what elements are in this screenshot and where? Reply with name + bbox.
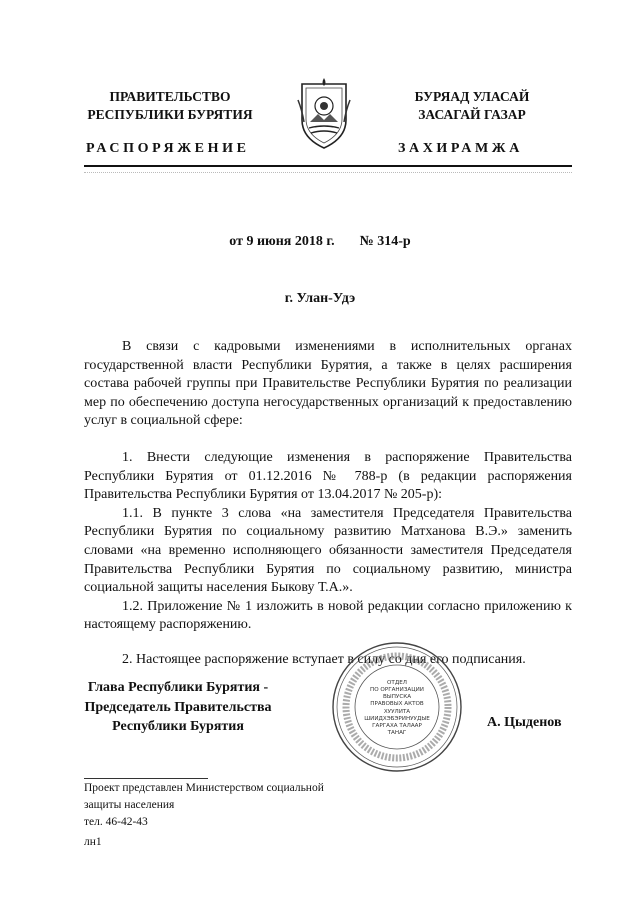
signer-title-line3: Республики Бурятия	[112, 719, 244, 734]
footnote-line1: Проект представлен Министерством социальной	[84, 782, 324, 794]
document-date: от 9 июня 2018 г.	[229, 234, 335, 249]
preamble-paragraph: В связи с кадровыми изменениями в исполнительных органах государственной власти Республики Бурятия, а также в целях расширения состава рабочей группы при Правительстве Республики Бурятия по реализации мер по обеспечению доступа негосударственных организаций к предоставлению услуг в социальной сфере:	[84, 339, 572, 429]
clause-2: 2. Настоящее распоряжение вступает в силу со дня его подписания.	[122, 651, 526, 667]
stamp-line-6: ШИИДХЭБЭРИНУУДЫЕ	[364, 716, 430, 722]
header-right-line2: ЗАСАГАЙ ГАЗАР	[418, 107, 526, 122]
document-city: г. Улан-Удэ	[284, 291, 356, 306]
stamp-line-1: ОТДЕЛ	[387, 680, 407, 686]
footnote-line3: тел. 46-42-43	[84, 816, 148, 828]
footnote	[84, 780, 384, 831]
clause-1-1: 1.1. В пункте 3 слова «на заместителя Председателя Правительства Республики Бурятия по социальному развитию Матханова В.Э.» заменить словами «на временно исполняющего обязанности заместителя Председателя Правительства Республики Бурятия по социальному развитию, министра социальной защиты населения Быкову Т.А.».	[84, 505, 572, 596]
file-reference: лн1	[84, 836, 102, 848]
signer-name: А. Цыденов	[487, 715, 562, 730]
doc-type-right: ЗАХИРАМЖА	[398, 141, 523, 156]
stamp-line-7: ГАРГАХА ТАЛААР	[372, 723, 422, 729]
header-left-line1: ПРАВИТЕЛЬСТВО	[109, 89, 231, 104]
clause-1: 1. Внести следующие изменения в распоряжение Правительства Республики Бурятия от 01.12.2016 № 788-р (в редакции распоряжения Правительства Республики Бурятия от 13.04.2017 № 205-р):	[84, 449, 572, 503]
stamp-line-5: ХУУЛИТА	[383, 709, 411, 715]
stamp-line-8: ТАНАГ	[387, 730, 407, 736]
header-right-line1: БУРЯАД УЛАСАЙ	[414, 89, 530, 104]
header-left-line2: РЕСПУБЛИКИ БУРЯТИЯ	[87, 107, 253, 122]
footnote-line2: защиты населения	[84, 799, 175, 811]
stamp-line-4: ПРАВОВЫХ АКТОВ	[370, 701, 424, 707]
date-number-line	[0, 234, 640, 250]
signer-title-line1: Глава Республики Бурятия -	[87, 680, 269, 695]
header-divider	[84, 165, 572, 167]
stamp-line-2: ПО ОРГАНИЗАЦИИ	[370, 687, 424, 693]
coat-of-arms-emblem	[296, 76, 352, 150]
header-right	[372, 88, 572, 124]
header-dotted-line	[84, 172, 572, 173]
stamp-line-3: ВЫПУСКА	[382, 694, 412, 700]
doc-type-left: РАСПОРЯЖЕНИЕ	[86, 141, 250, 156]
official-stamp	[330, 640, 464, 774]
signer-title	[70, 678, 286, 737]
footnote-divider	[84, 778, 208, 779]
header-left	[70, 88, 270, 124]
document-number: № 314-р	[359, 234, 411, 249]
clause-1-2: 1.2. Приложение № 1 изложить в новой редакции согласно приложению к настоящему распоряжению.	[84, 598, 572, 633]
document-body	[84, 338, 572, 670]
signer-title-line2: Председатель Правительства	[84, 699, 272, 715]
